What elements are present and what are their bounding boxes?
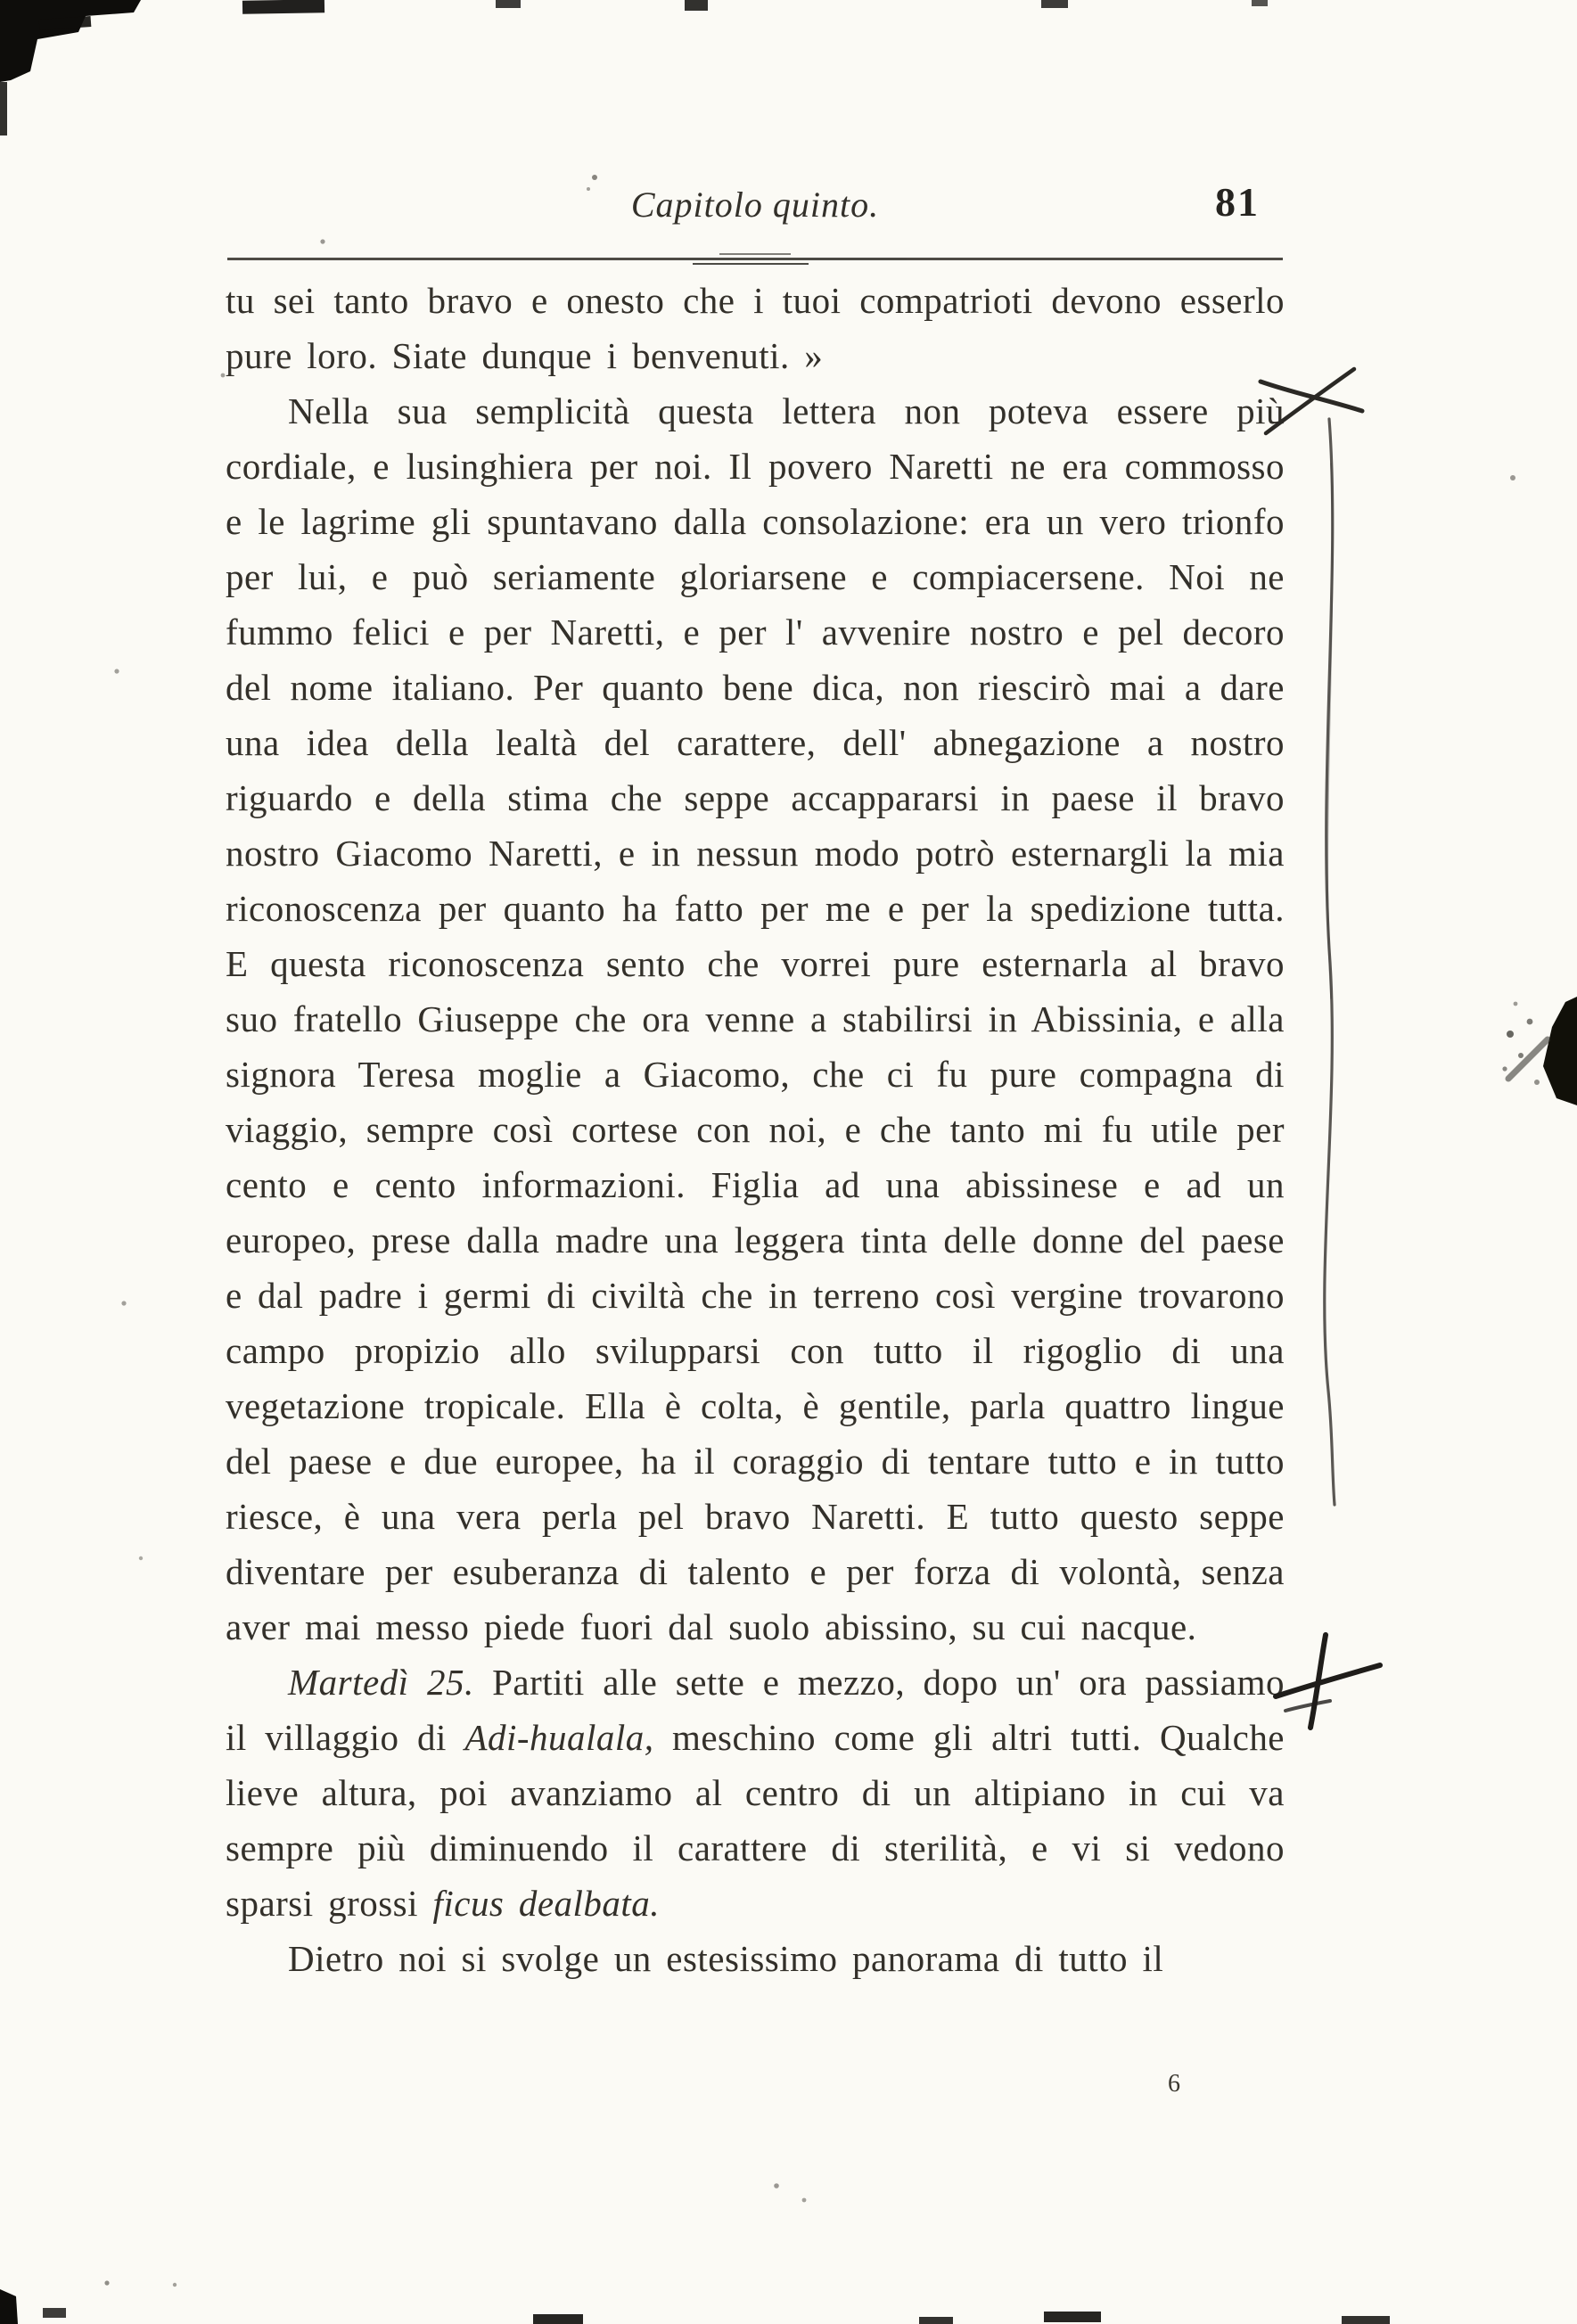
- page-number: 81: [1215, 179, 1260, 225]
- text-run: Adi-hualala,: [464, 1717, 654, 1758]
- body-text: [226, 273, 1285, 1986]
- text-run: Martedì 25.: [288, 1662, 474, 1703]
- pencil-vertical-line-right-margin: [1325, 419, 1335, 1505]
- text-run: Nella sua semplicità questa lettera non poteva essere più cordiale, e lusinghiera per noi. Il povero Naretti ne era commosso e le lagrime gli spuntavano dalla consolazione: era un vero trionfo per lui, e può seriamente gloriarsene e compiacersene. Noi ne fummo felici e per Naretti, e per l' avvenire nostro e pel decoro del nome italiano. Per quanto bene dica, non riescirò mai a dare una idea della lealtà del carattere, dell' abnegazione a nostro riguardo e della stima che seppe accappararsi in paese il bravo nostro Giacomo Naretti, e in nessun modo potrò esternargli la mia riconoscenza per quanto ha fatto per me e per la spedizione tutta. E questa riconoscenza sento che vorrei pure esternarla al bravo suo fratello Giuseppe che ora venne a stabilirsi in Abissinia, e alla signora Teresa moglie a Giacomo, che ci fu pure compagna di viaggio, sempre così cortese con noi, e che tanto mi fu utile per cento e cento informazioni. Figlia ad una abissinese e ad un europeo, prese dalla madre una leggera tinta delle donne del paese e dal padre i germi di civiltà che in terreno così vergine trovarono campo propizio allo svilupparsi con tutto il rigoglio di una vegetazione tropicale. Ella è colta, è gentile, parla quattro lingue del paese e due europee, ha il coraggio di tentare tutto e in tutto riesce, è una vera perla pel bravo Naretti. E tutto questo seppe diventare per esuberanza di talento e per forza di volontà, senza aver mai messo piede fuori dal suolo abissino, su cui nacque.: [226, 390, 1285, 1647]
- pencil-x-bottom-right: [1276, 1635, 1380, 1728]
- signature-mark: 6: [1168, 2070, 1181, 2098]
- chapter-running-head: Capitolo quinto.: [630, 185, 880, 225]
- text-run: Dietro noi si svolge un estesissimo panorama di tutto il: [288, 1938, 1164, 1979]
- page-header: [226, 179, 1285, 237]
- ink-smudge-right-edge: [1502, 997, 1577, 1105]
- text-run: ficus dealbata.: [432, 1883, 661, 1924]
- text-run: tu sei tanto bravo e onesto che i tuoi compatrioti devono esserlo pure loro. Siate dunque i benvenuti. »: [226, 280, 1285, 376]
- paragraph: [226, 1655, 1285, 1931]
- text-run: meschino come gli altri tutti. Qualche lieve altura, poi avanziamo al centro di un altipiano in cui va sempre più diminuendo il carattere di sterilità, e vi si vedono sparsi grossi: [226, 1717, 1285, 1924]
- header-rule: [227, 258, 1283, 260]
- paragraph: [226, 383, 1285, 1655]
- paragraph: [226, 1931, 1285, 1986]
- text-run: Partiti alle sette e mezzo, dopo un' ora passiamo il villaggio di: [226, 1662, 1285, 1758]
- paragraph: [226, 273, 1285, 383]
